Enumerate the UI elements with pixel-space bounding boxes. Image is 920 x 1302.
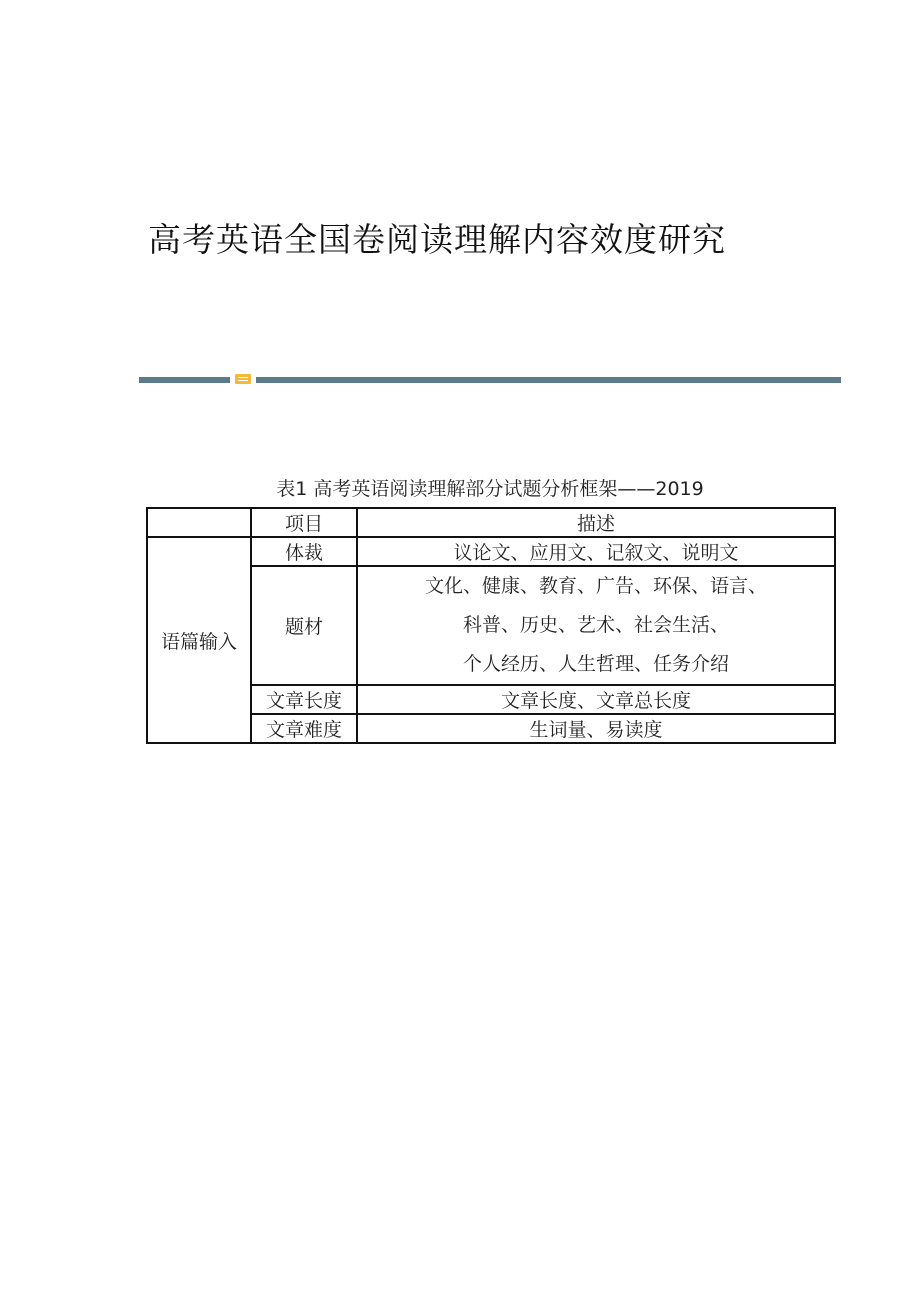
group-label-cell: 语篇输入	[147, 537, 251, 743]
header-description-cell: 描述	[357, 508, 835, 537]
header-item-cell: 项目	[251, 508, 357, 537]
item-cell: 题材	[251, 566, 357, 685]
item-cell: 体裁	[251, 537, 357, 566]
table-row	[147, 685, 835, 714]
document-title: 高考英语全国卷阅读理解内容效度研究	[148, 220, 726, 259]
table-caption: 表1 高考英语阅读理解部分试题分析框架——2019	[276, 478, 704, 500]
description-cell: 生词量、易读度	[357, 714, 835, 743]
description-line: 文化、健康、教育、广告、环保、语言、	[424, 575, 767, 597]
document-icon	[235, 374, 251, 384]
divider-line-left	[139, 377, 230, 383]
description-cell: 文章长度、文章总长度	[357, 685, 835, 714]
table-row	[147, 566, 835, 685]
table-row	[147, 714, 835, 743]
divider-line-right	[256, 377, 841, 383]
table-header-row	[147, 508, 835, 537]
table-row	[147, 537, 835, 566]
analysis-framework-table	[146, 507, 836, 744]
description-cell: 议论文、应用文、记叙文、说明文	[357, 537, 835, 566]
item-cell: 文章长度	[251, 685, 357, 714]
description-cell	[357, 566, 835, 685]
section-divider	[139, 374, 841, 384]
description-line: 科普、历史、艺术、社会生活、	[462, 614, 729, 636]
header-empty-cell	[147, 508, 251, 537]
description-line: 个人经历、人生哲理、任务介绍	[462, 653, 729, 675]
item-cell: 文章难度	[251, 714, 357, 743]
